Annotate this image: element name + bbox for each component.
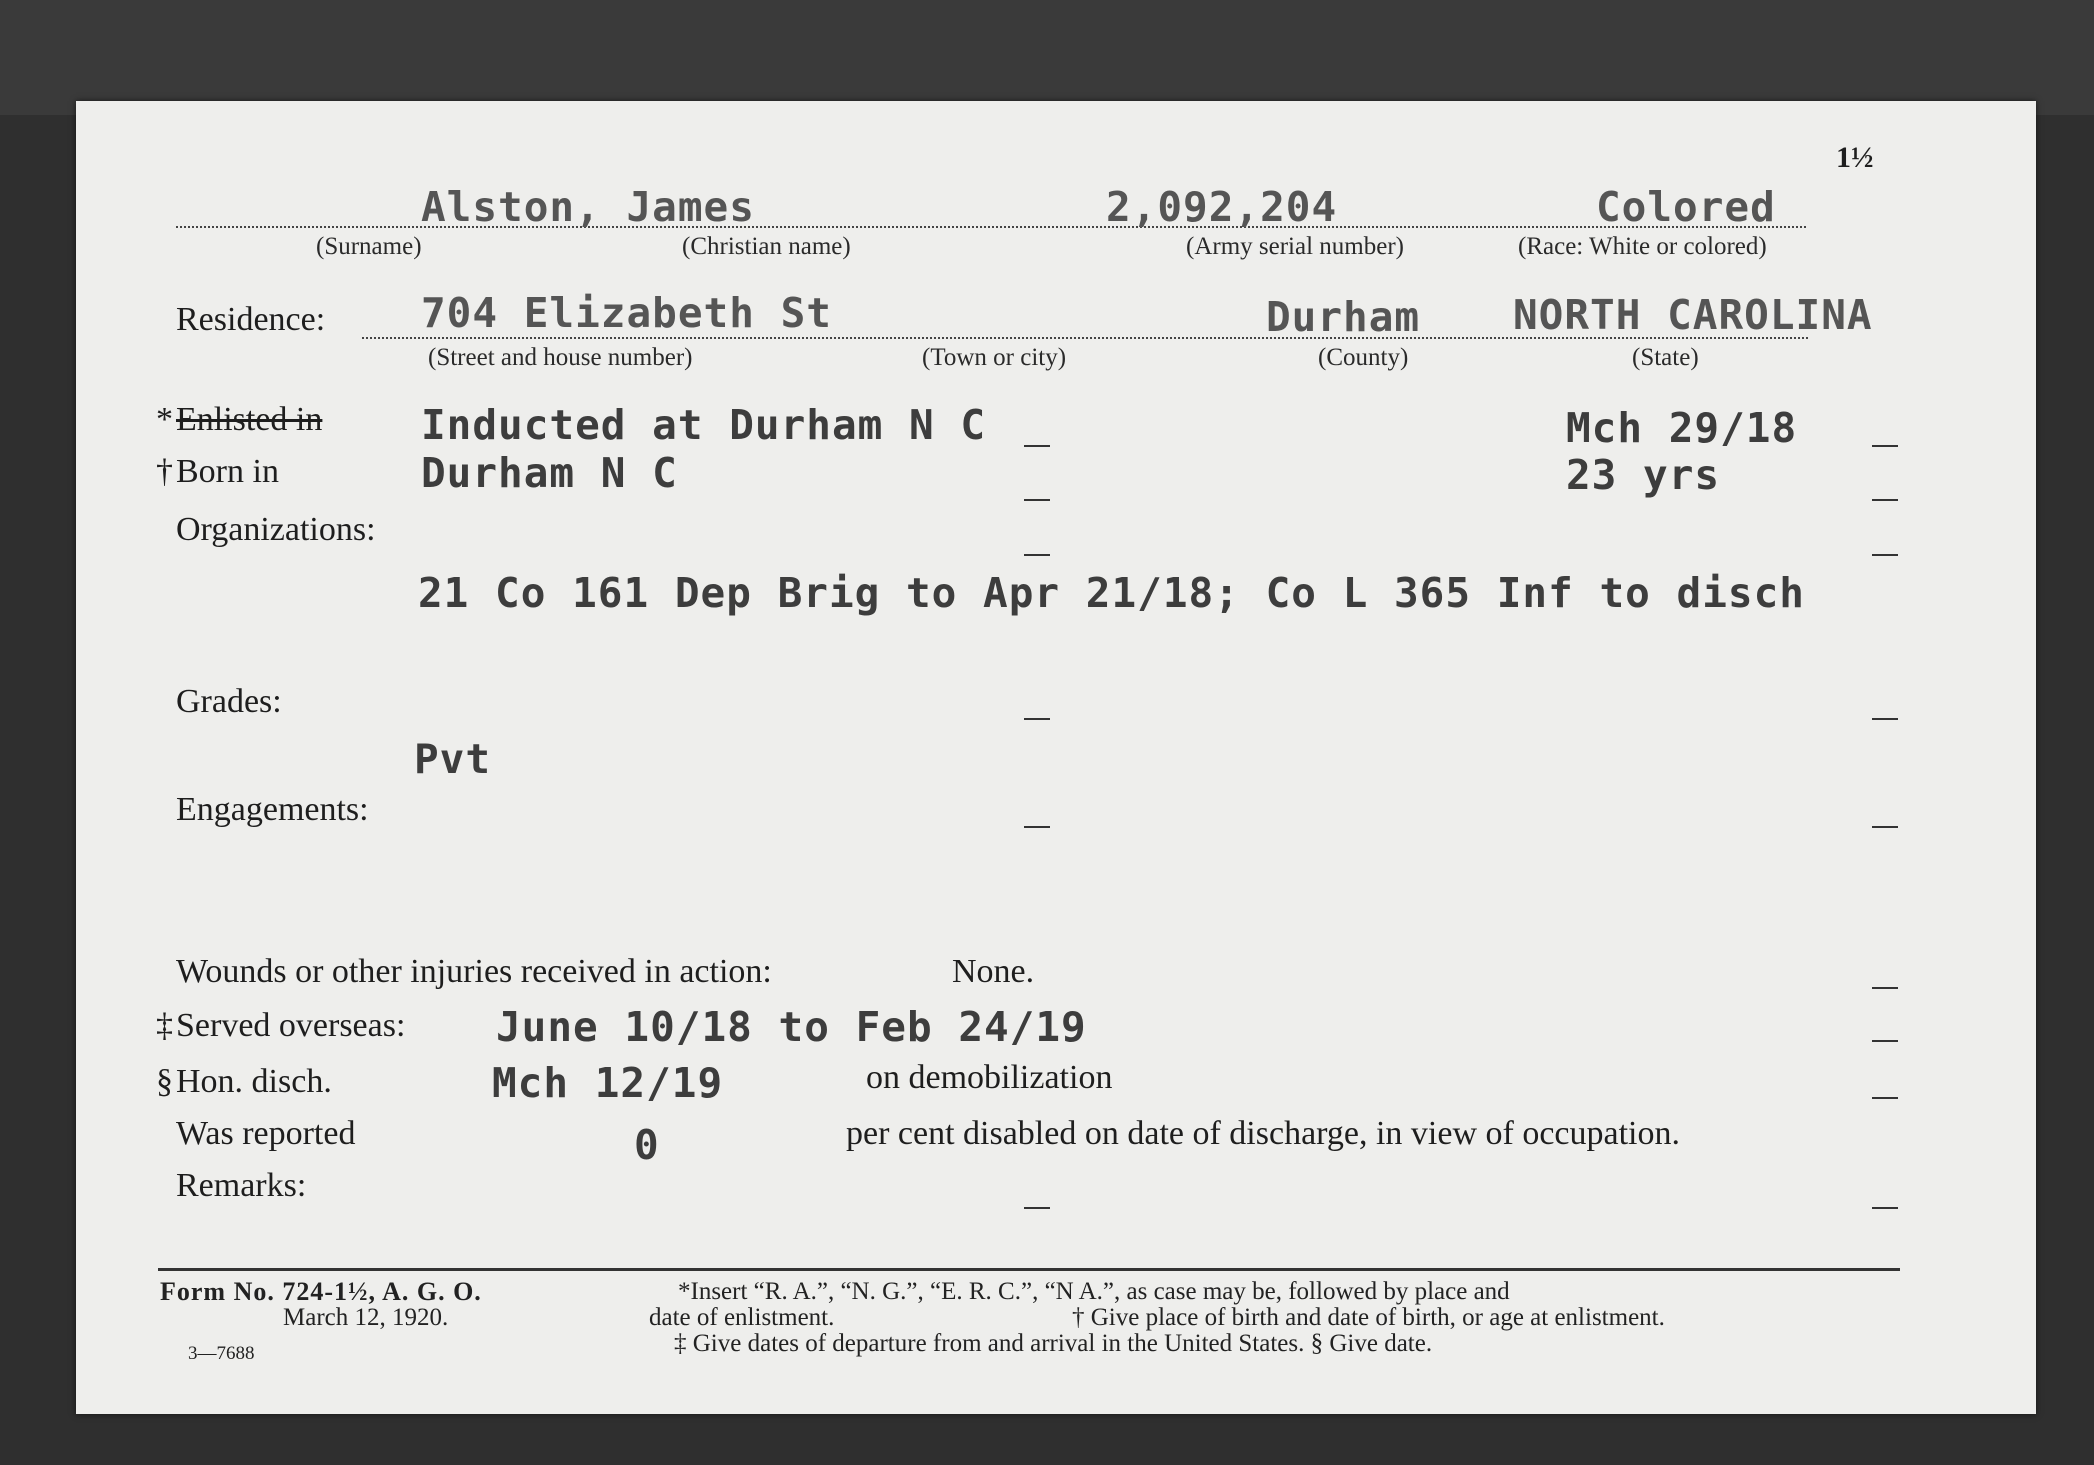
remarks-label: Remarks: [176,1167,307,1204]
born-marker: † [156,453,173,490]
footer-rule [158,1268,1900,1271]
remarks-dash-right [1872,1207,1898,1209]
grades-value: Pvt [414,735,492,783]
footnote-enlistment: *Insert “R. A.”, “N. G.”, “E. R. C.”, “N A.”, as case may be, followed by place and [678,1278,1510,1305]
born-dash-mid [1024,499,1050,501]
wounds-label: Wounds or other injuries received in action: [176,953,772,990]
reported-label: Was reported [176,1115,356,1152]
surname-value: Alston, James [421,183,755,231]
engagements-label: Engagements: [176,791,369,828]
enlisted-dash-mid [1024,445,1050,447]
served-overseas-value: June 10/18 to Feb 24/19 [496,1003,1087,1051]
race-caption: (Race: White or colored) [1518,233,1767,260]
serial-number-value: 2,092,204 [1106,183,1338,231]
enlisted-date: Mch 29/18 [1566,404,1798,452]
hon-disch-suffix: on demobilization [866,1059,1113,1096]
hon-disch-label: Hon. disch. [176,1063,332,1100]
born-age: 23 yrs [1566,451,1721,499]
residence-label: Residence: [176,301,326,338]
born-value: Durham N C [421,449,678,497]
service-record-card [76,101,2036,1414]
organizations-label: Organizations: [176,511,376,548]
enlisted-value: Inducted at Durham N C [421,401,987,449]
grades-dash-mid [1024,718,1050,720]
form-number: Form No. 724-1½, A. G. O. [160,1277,482,1306]
christian-name-caption: (Christian name) [682,233,851,260]
born-dash-right [1872,499,1898,501]
enlisted-label: Enlisted in [176,401,323,438]
wounds-value: None. [952,953,1035,990]
town-caption: (Town or city) [922,344,1067,371]
state-value: NORTH CAROLINA [1513,291,1873,339]
footnote-birth: † Give place of birth and date of birth, or age at enlistment. [1072,1304,1665,1331]
street-value: 704 Elizabeth St [421,289,832,337]
reported-suffix: per cent disabled on date of discharge, in view of occupation. [846,1115,1680,1152]
grades-label: Grades: [176,683,282,720]
organizations-dash-mid [1024,554,1050,556]
state-caption: (State) [1632,344,1699,371]
county-value: Durham [1266,293,1421,341]
wounds-dash-right [1872,987,1898,989]
reported-value: 0 [634,1121,660,1169]
county-caption: (County) [1318,344,1409,371]
print-code: 3—7688 [188,1343,255,1364]
grades-dash-right [1872,718,1898,720]
hon-disch-dash-right [1872,1097,1898,1099]
served-overseas-label: Served overseas: [176,1007,406,1044]
served-overseas-marker: ‡ [156,1007,173,1044]
surname-caption: (Surname) [316,233,422,260]
organizations-value: 21 Co 161 Dep Brig to Apr 21/18; Co L 365 Inf to disch [418,569,1805,617]
enlisted-dash-right [1872,445,1898,447]
engagements-dash-right [1872,826,1898,828]
scan-background [0,0,2094,115]
hon-disch-value: Mch 12/19 [492,1059,724,1107]
corner-fraction: 1½ [1836,141,1874,174]
form-date: March 12, 1920. [283,1304,449,1331]
footnote-enlistment-cont: date of enlistment. [649,1304,835,1331]
race-value: Colored [1596,183,1776,231]
born-label: Born in [176,453,279,490]
footnote-overseas: ‡ Give dates of departure from and arrival in the United States. § Give date. [674,1330,1433,1357]
engagements-dash-mid [1024,826,1050,828]
hon-disch-marker: § [156,1063,173,1100]
enlisted-marker: * [156,401,173,438]
organizations-dash-right [1872,554,1898,556]
served-overseas-dash-right [1872,1040,1898,1042]
street-caption: (Street and house number) [428,344,693,371]
remarks-dash-mid [1024,1207,1050,1209]
serial-number-caption: (Army serial number) [1186,233,1404,260]
